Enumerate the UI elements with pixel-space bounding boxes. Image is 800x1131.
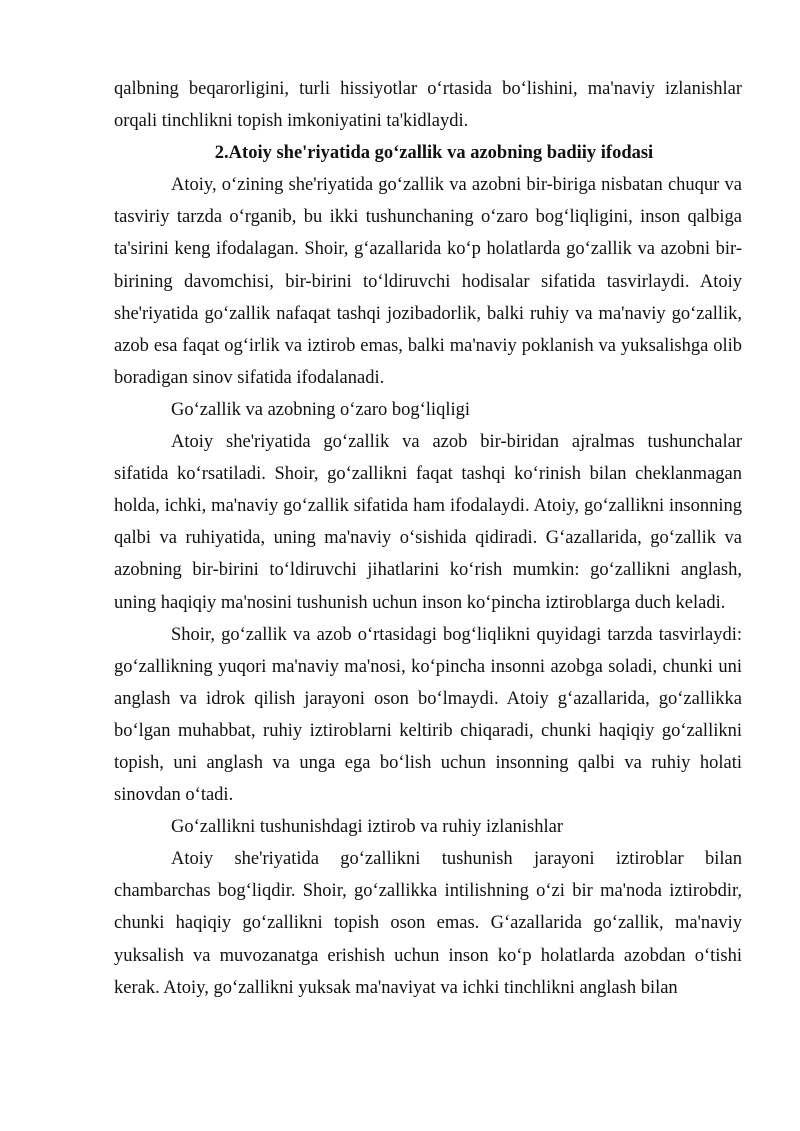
- section-heading: 2.Atoiy she'riyatida go‘zallik va azobning badiiy ifodasi: [214, 143, 654, 164]
- subheading: Go‘zallikni tushunishdagi iztirob va ruhiy izlanishlar: [171, 817, 564, 838]
- body-text: [114, 73, 742, 1004]
- paragraph-continued: qalbning beqarorligini, turli hissiyotlar o‘rtasida bo‘lishini, ma'naviy izlanishlar orqali tinchlikni topish imkoniyatini ta'kidlaydi.: [114, 79, 742, 132]
- paragraph: Shoir, go‘zallik va azob o‘rtasidagi bog‘liqlikni quyidagi tarzda tasvirlaydi: go‘zallikning yuqori ma'naviy ma'nosi, ko‘pincha insonni azobga soladi, chunki uni anglash va idrok qilish jarayoni oson bo‘lmaydi. Atoiy g‘azallarida, go‘zallikka bo‘lgan muhabbat, ruhiy iztiroblarni keltirib chiqaradi, chunki haqiqiy go‘zallikni topish, uni anglash va unga ega bo‘lish uchun insonning qalbi va ruhiy holati sinovdan o‘tadi.: [114, 624, 742, 806]
- paragraph: Atoiy, o‘zining she'riyatida go‘zallik va azobni bir-biriga nisbatan chuqur va tasviriy tarzda o‘rganib, bu ikki tushunchaning o‘zaro bog‘liqligini, inson qalbiga ta'sirini keng ifodalagan. Shoir, g‘azallarida ko‘p holatlarda go‘zallik va azobni bir-birining davomchisi, bir-birini to‘ldiruvchi hodisalar sifatida tasvirlaydi. Atoiy she'riyatida go‘zallik nafaqat tashqi jozibadorlik, balki ruhiy va ma'naviy go‘zallik, azob esa faqat og‘irlik va iztirob emas, balki ma'naviy poklanish va yuksalishga olib boradigan sinov sifatida ifodalanadi.: [114, 175, 742, 388]
- subheading: Go‘zallik va azobning o‘zaro bog‘liqligi: [171, 399, 470, 420]
- paragraph: Atoiy she'riyatida go‘zallik va azob bir-biridan ajralmas tushunchalar sifatida ko‘rsatiladi. Shoir, go‘zallikni faqat tashqi ko‘rinish bilan cheklanmagan holda, ichki, ma'naviy go‘zallik sifatida ham ifodalaydi. Atoiy, go‘zallikni insonning qalbi va ruhiyatida, uning ma'naviy o‘sishida qidiradi. G‘azallarida, go‘zallik va azobning bir-birini to‘ldiruvchi jihatlarini ko‘rish mumkin: go‘zallikni anglash, uning haqiqiy ma'nosini tushunish uchun inson ko‘pincha iztiroblarga duch keladi.: [114, 432, 742, 613]
- paragraph: Atoiy she'riyatida go‘zallikni tushunish jarayoni iztiroblar bilan chambarchas bog‘liqdir. Shoir, go‘zallikka intilishning o‘zi bir ma'noda iztirobdir, chunki haqiqiy go‘zallikni topish oson emas. G‘azallarida go‘zallik, ma'naviy yuksalish va muvozanatga erishish uchun inson ko‘p holatlarda azobdan o‘tishi kerak. Atoiy, go‘zallikni yuksak ma'naviyat va ichki tinchlikni anglash bilan: [114, 849, 742, 998]
